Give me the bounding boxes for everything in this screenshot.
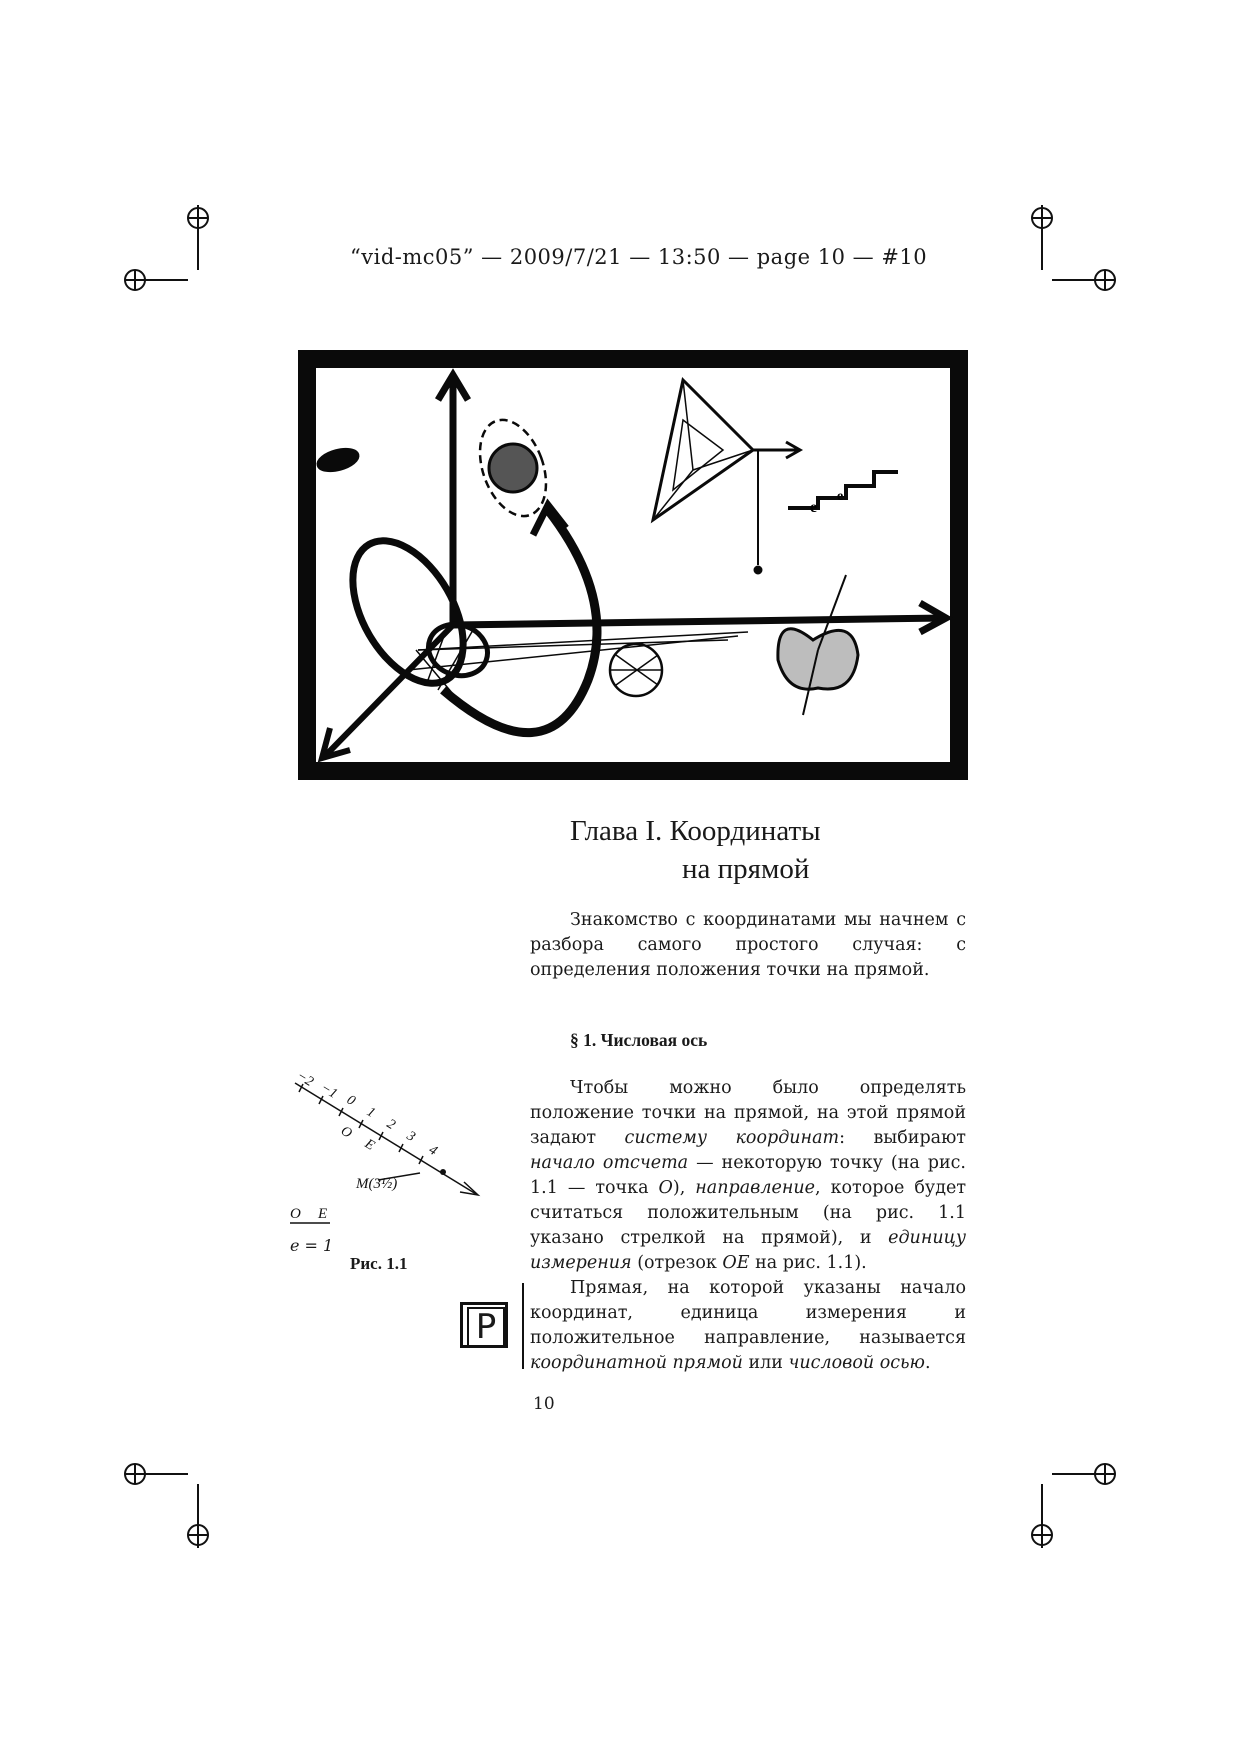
chapter-illustration [298, 350, 968, 780]
tick-label: 2 [383, 1116, 398, 1134]
unit-text: e = 1 [290, 1236, 334, 1255]
margin-marker-letter: P [467, 1307, 505, 1347]
number-line-arrow [460, 1182, 478, 1195]
tick-label: −1 [317, 1080, 340, 1102]
tick-label: 1 [363, 1104, 378, 1122]
label-e: E [361, 1136, 378, 1154]
paragraph-2: Прямая, на которой указаны начало координат, единица измерения и положительное направление, называется координатной прямой или числовой осью. [530, 1278, 966, 1373]
number-line-figure [280, 1068, 500, 1228]
chapter-title-line1: Глава I. Координаты [570, 815, 821, 847]
point-m-label: M(3½) [356, 1176, 398, 1192]
paragraph-1: Чтобы можно было определять положение точки на прямой, на этой прямой задают систему координат: выбирают начало отсчета — некоторую точку (на рис. 1.1 — точка O), направление, которое будет считаться положительным (на рис. 1.1 указано стрелкой на прямой), и единицу измерения (отрезок OE на рис. 1.1). [530, 1078, 967, 1273]
page-number: 10 [533, 1394, 555, 1414]
body-text [530, 1076, 966, 1376]
chapter-title [570, 812, 821, 888]
margin-bar [522, 1283, 524, 1369]
unit-label-o: O [290, 1206, 301, 1222]
svg-text:e: e [810, 499, 818, 516]
tick-label: −2 [293, 1068, 316, 1090]
tick-label: 0 [343, 1092, 358, 1110]
margin-marker-box [460, 1302, 508, 1348]
point-m-dot [440, 1169, 446, 1175]
figure-caption: Рис. 1.1 [350, 1254, 408, 1273]
tick-label: 3 [403, 1128, 418, 1146]
svg-text:e: e [837, 489, 844, 504]
chapter-intro: Знакомство с координатами мы начнем с разбора самого простого случая: с определения положения точки на прямой. [530, 910, 966, 980]
chapter-title-line2: на прямой [682, 853, 810, 885]
label-o: O [337, 1123, 355, 1142]
unit-label-e: E [318, 1206, 328, 1222]
tick-label: 4 [425, 1142, 440, 1160]
section-heading: § 1. Числовая ось [570, 1030, 708, 1050]
running-header: “vid-mc05” — 2009/7/21 — 13:50 — page 10 — #10 [350, 245, 928, 269]
